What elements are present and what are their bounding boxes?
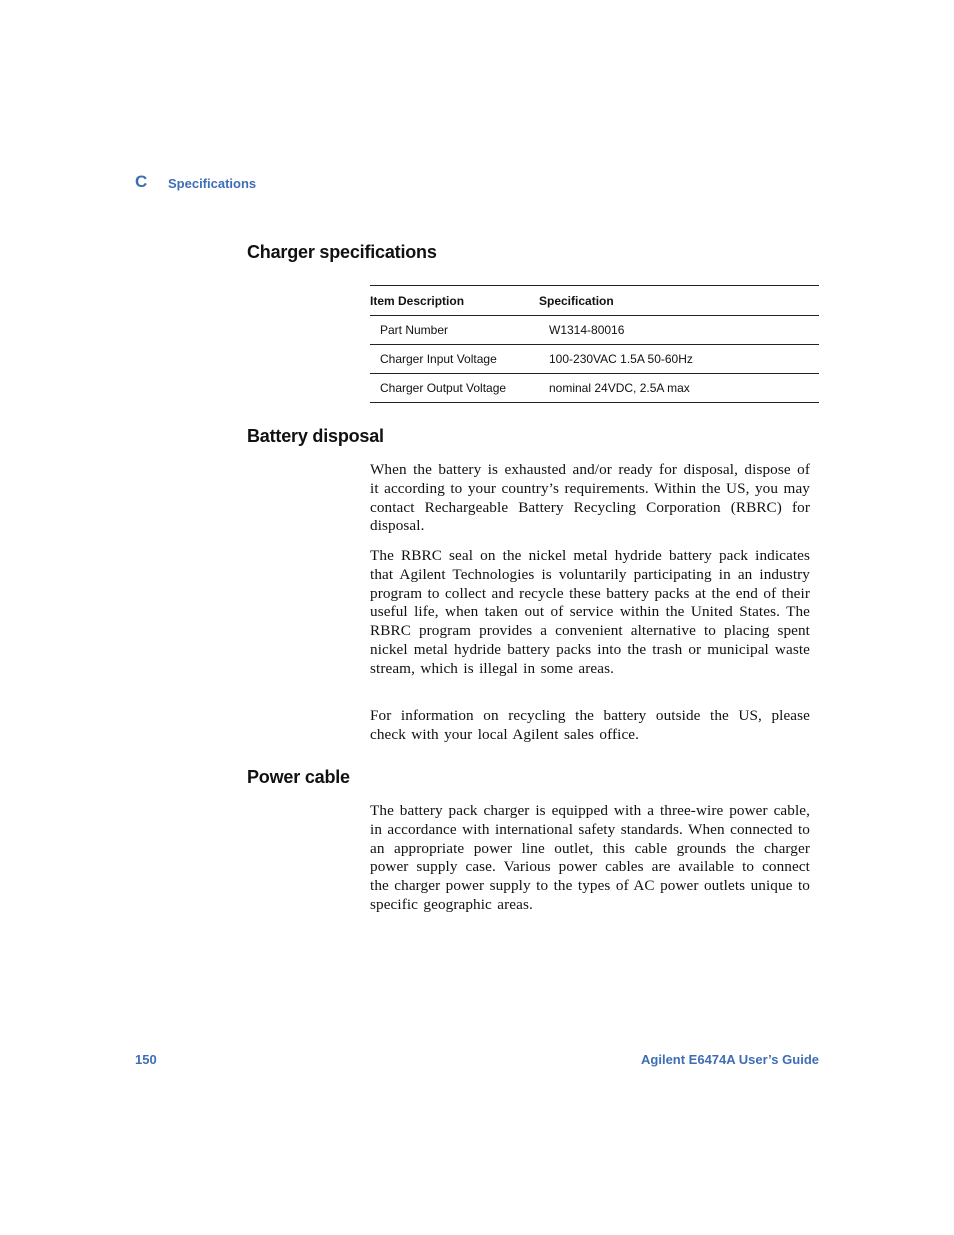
table-cell-spec: W1314-80016 xyxy=(539,316,819,345)
table-header-row xyxy=(370,286,819,316)
table-row xyxy=(370,374,819,403)
paragraph-battery-disposal-3: For information on recycling the battery outside the US, please check with your local Agilent sales office. xyxy=(370,707,810,743)
paragraph-battery-disposal-1: When the battery is exhausted and/or ready for disposal, dispose of it according to your country’s requirements. Within the US, you may contact Rechargeable Battery Recycling Corporation (RBRC) for disposal. xyxy=(370,461,810,535)
table-cell-item: Part Number xyxy=(370,316,539,345)
page-number: 150 xyxy=(135,1052,157,1067)
table-cell-spec: 100-230VAC 1.5A 50-60Hz xyxy=(539,345,819,374)
section-heading-charger-specifications: Charger specifications xyxy=(247,242,437,262)
section-heading-battery-disposal: Battery disposal xyxy=(247,426,384,446)
section-heading-power-cable: Power cable xyxy=(247,767,350,787)
table-cell-item: Charger Output Voltage xyxy=(370,374,539,403)
table-header-specification: Specification xyxy=(539,286,819,316)
paragraph-power-cable: The battery pack charger is equipped with a three-wire power cable, in accordance with international safety standards. When connected to an appropriate power line outlet, this cable grounds the charger power supply case. Various power cables are available to connect the charger power supply to the types of AC power outlets unique to specific geographic areas. xyxy=(370,802,810,913)
table-row xyxy=(370,316,819,345)
paragraph-battery-disposal-2: The RBRC seal on the nickel metal hydride battery pack indicates that Agilent Technologies is voluntarily participating in an industry program to collect and recycle these battery packs at the end of their useful life, when taken out of service within the United States. The RBRC program provides a convenient alternative to placing spent nickel metal hydride battery packs into the trash or municipal waste stream, which is illegal in some areas. xyxy=(370,547,810,677)
table-cell-spec: nominal 24VDC, 2.5A max xyxy=(539,374,819,403)
chapter-letter: C xyxy=(135,172,148,191)
table-header-item-description: Item Description xyxy=(370,286,539,316)
guide-title: Agilent E6474A User’s Guide xyxy=(641,1052,819,1067)
table-row xyxy=(370,345,819,374)
chapter-title: Specifications xyxy=(168,176,257,191)
table-cell-item: Charger Input Voltage xyxy=(370,345,539,374)
charger-spec-table xyxy=(370,285,819,403)
